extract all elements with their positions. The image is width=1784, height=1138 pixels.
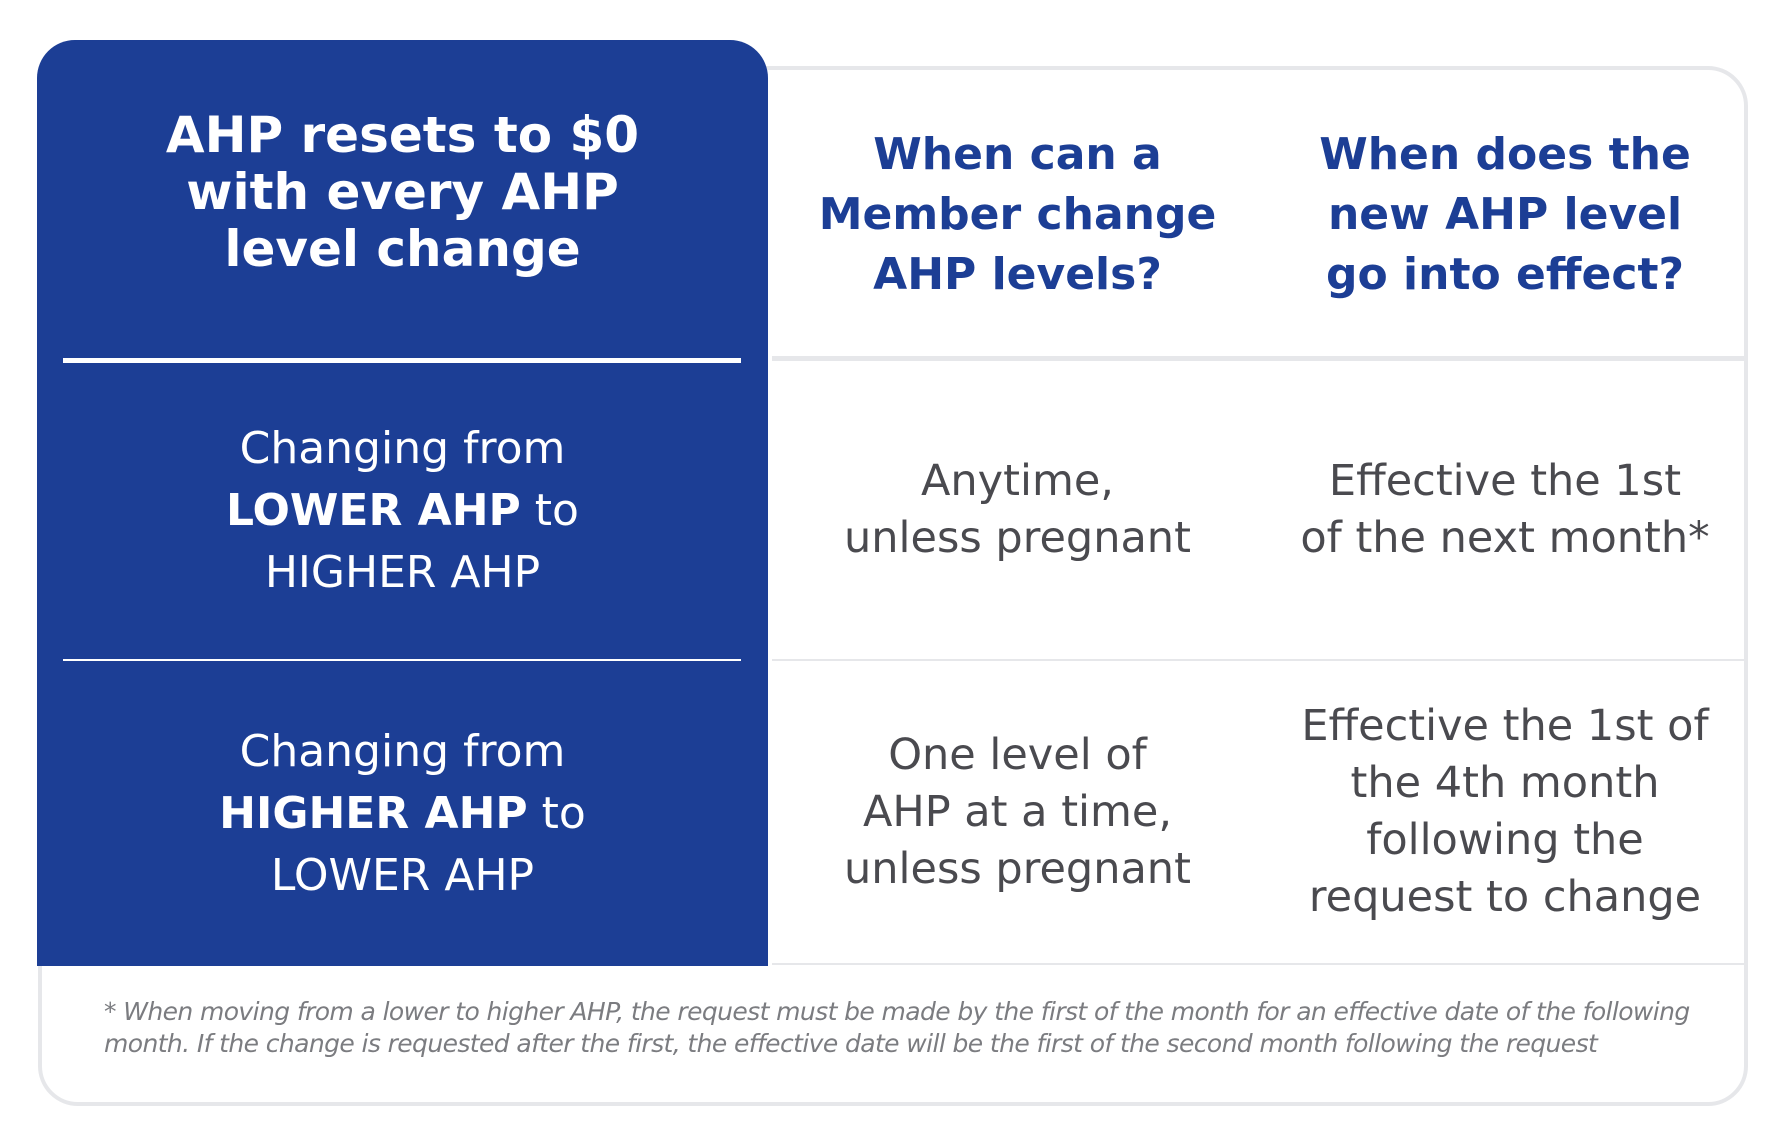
column-header-when-effect: When does the new AHP level go into effect? [1319, 129, 1691, 300]
row-label-to: to [520, 485, 579, 536]
column-header-when-change: When can a Member change AHP levels? [818, 129, 1217, 300]
footnote: * When moving from a lower to higher AHP, the request must be made by the first of the month for an effective date of the following month. If the change is requested after the first, the effective date will be the first of the second month following the request [104, 997, 1690, 1058]
ahp-label-column [37, 40, 768, 966]
table-bottom-divider [772, 963, 1748, 965]
row-label-prefix: Changing from [239, 423, 566, 474]
row-label-target: LOWER AHP [270, 849, 535, 901]
ahp-header-block [37, 40, 768, 360]
cell-when-change-lower-to-higher: Anytime, unless pregnant [844, 456, 1191, 563]
row-label-prefix: Changing from [239, 725, 566, 777]
cell-when-effect-higher-to-lower: Effective the 1st of the 4th month following the request to change [1301, 701, 1709, 922]
cell-when-effect-lower-to-higher: Effective the 1st of the next month* [1300, 456, 1710, 563]
row-label-target: HIGHER AHP [264, 547, 541, 598]
row-label-from: LOWER AHP [226, 485, 521, 536]
row-label-higher-to-lower [37, 661, 768, 966]
row-label-from: HIGHER AHP [219, 787, 528, 839]
row-label-to: to [527, 787, 586, 839]
ahp-reset-title: AHP resets to $0 with every AHP level change [165, 105, 640, 278]
cell-when-change-higher-to-lower: One level of AHP at a time, unless pregnant [844, 729, 1191, 894]
row-label-lower-to-higher [37, 363, 768, 659]
